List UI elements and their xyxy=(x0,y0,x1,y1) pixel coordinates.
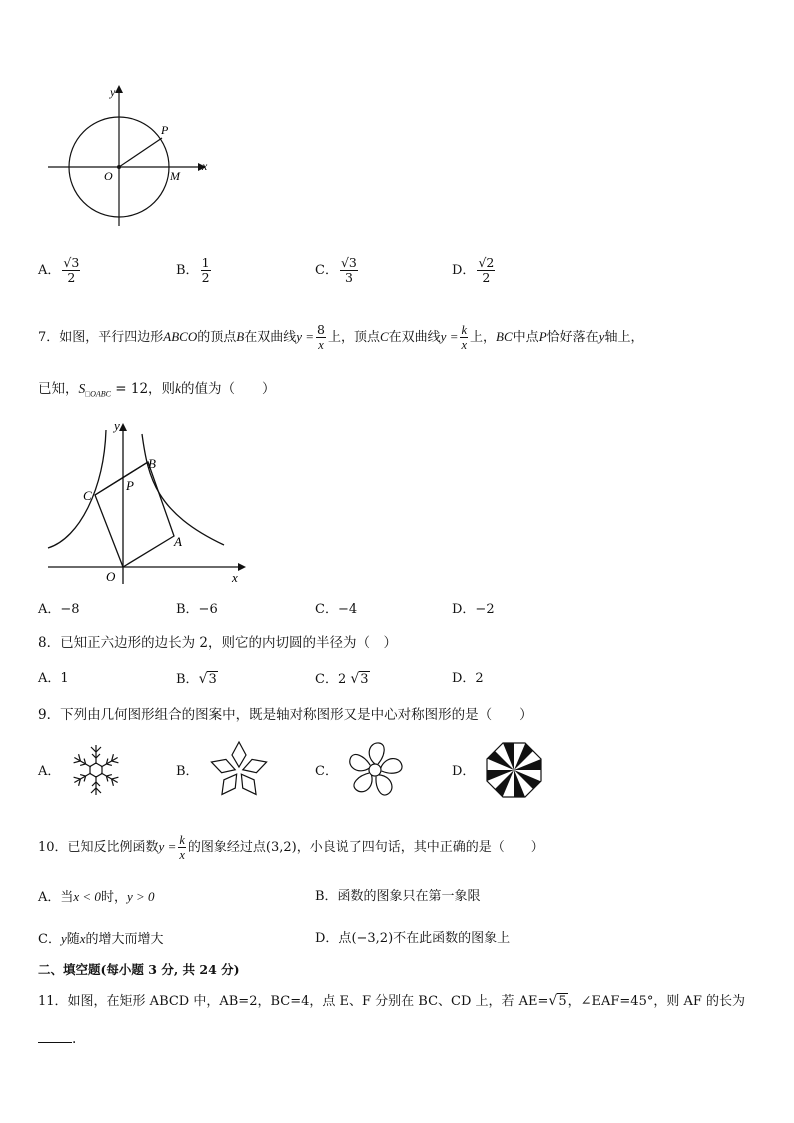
q8-option-b[interactable]: B．√3 xyxy=(176,671,217,687)
q6-option-b[interactable]: B． $\frac{1}{2}$ xyxy=(176,255,210,285)
q8-option-d[interactable]: D．2 xyxy=(452,671,484,686)
fig6-y-label: y xyxy=(110,85,116,99)
fig7-p-label: P xyxy=(126,478,134,493)
fig7-o-label: O xyxy=(106,569,116,584)
q11-stem: 11．如图，在矩形 ABCD 中，AB=2，BC=4，点 E、F 分别在 BC、CD 上，若 AE=√5，∠EAF=45°，则 AF 的长为 xyxy=(38,993,746,1009)
fig6-x-label: x xyxy=(202,159,208,173)
fig7-a-label: A xyxy=(174,534,182,549)
fig6-m-label: M xyxy=(170,169,180,183)
q10-option-b[interactable]: B．函数的图象只在第一象限 xyxy=(315,889,481,904)
q7-option-d[interactable]: D．−2 xyxy=(452,602,495,617)
q9-stem: 9．下列由几何图形组合的图案中，既是轴对称图形又是中心对称图形的是（ ） xyxy=(38,707,533,723)
q9-option-b[interactable]: B． xyxy=(176,764,199,779)
fig7-y-label: y xyxy=(114,418,120,433)
y-axis-arrow xyxy=(115,85,123,93)
q6-option-a[interactable]: A． $\frac{√3}{2}$ xyxy=(38,255,80,285)
figure-q6-circle xyxy=(44,84,224,229)
q8-option-c[interactable]: C．2 √3 xyxy=(315,671,369,687)
q9-option-d[interactable]: D． xyxy=(452,764,476,779)
segment-op xyxy=(119,138,162,167)
q7-option-a[interactable]: A．−8 xyxy=(38,602,80,617)
q8-stem: 8．已知正六边形的边长为 2，则它的内切圆的半径为（ ） xyxy=(38,635,397,651)
fig7-c-label: C xyxy=(83,488,92,503)
fig7-b-label: B xyxy=(148,456,156,471)
figure-q7-parallelogram xyxy=(44,418,254,588)
section-title-fill-in: 二、填空题(每小题 3 分, 共 24 分) xyxy=(38,962,240,977)
q6-option-c[interactable]: C． $\frac{√3}{3}$ xyxy=(315,255,357,285)
q8-option-a[interactable]: A．1 xyxy=(38,671,69,686)
origin-dot xyxy=(117,165,121,169)
snowflake-icon xyxy=(68,742,124,798)
pentagon-flower-icon xyxy=(208,740,270,802)
parallelogram-abco xyxy=(95,462,174,567)
q7-stem-line2: 已知，$S_{□OABC} = 12$，则k的值为（ ） xyxy=(38,381,276,399)
q9-option-a[interactable]: A． xyxy=(38,764,61,779)
hyperbola-right xyxy=(142,434,224,545)
answer-blank[interactable] xyxy=(38,1030,72,1043)
fig6-o-label: O xyxy=(104,169,113,183)
q9-option-c[interactable]: C． xyxy=(315,764,338,779)
q10-option-d[interactable]: D．点(−3,2)不在此函数的图象上 xyxy=(315,931,511,946)
q10-option-c[interactable]: C．y随x的增大而增大 xyxy=(38,931,164,947)
q11-answer-line[interactable]: . xyxy=(38,1028,76,1050)
q10-option-a[interactable]: A．当x < 0时，y > 0 xyxy=(38,889,155,905)
fig6-p-label: P xyxy=(161,123,169,137)
q7-option-c[interactable]: C．−4 xyxy=(315,602,358,617)
q7-stem-line1: 7．如图，平行四边形ABCO的顶点B在双曲线y = $\frac{8}{x}$ 上，顶点C在双曲线y = $\frac{k}{x}$ 上，BC中点P恰好落在y轴上， xyxy=(38,322,644,352)
q10-stem: 10．已知反比例函数y = $\frac{k}{x}$ 的图象经过点(3,2)，小良说了四句话，其中正确的是（ ） xyxy=(38,833,544,862)
y-axis-arrow xyxy=(119,423,127,431)
q6-option-d[interactable]: D． $\frac{√2}{2}$ xyxy=(452,255,495,285)
pinwheel-icon xyxy=(345,740,405,800)
star-octagon-icon xyxy=(484,740,544,800)
hyperbola-left xyxy=(48,430,106,548)
x-axis-arrow xyxy=(238,563,246,571)
fig7-x-label: x xyxy=(232,570,238,585)
segment-c-p xyxy=(95,462,148,495)
q7-option-b[interactable]: B．−6 xyxy=(176,602,218,617)
